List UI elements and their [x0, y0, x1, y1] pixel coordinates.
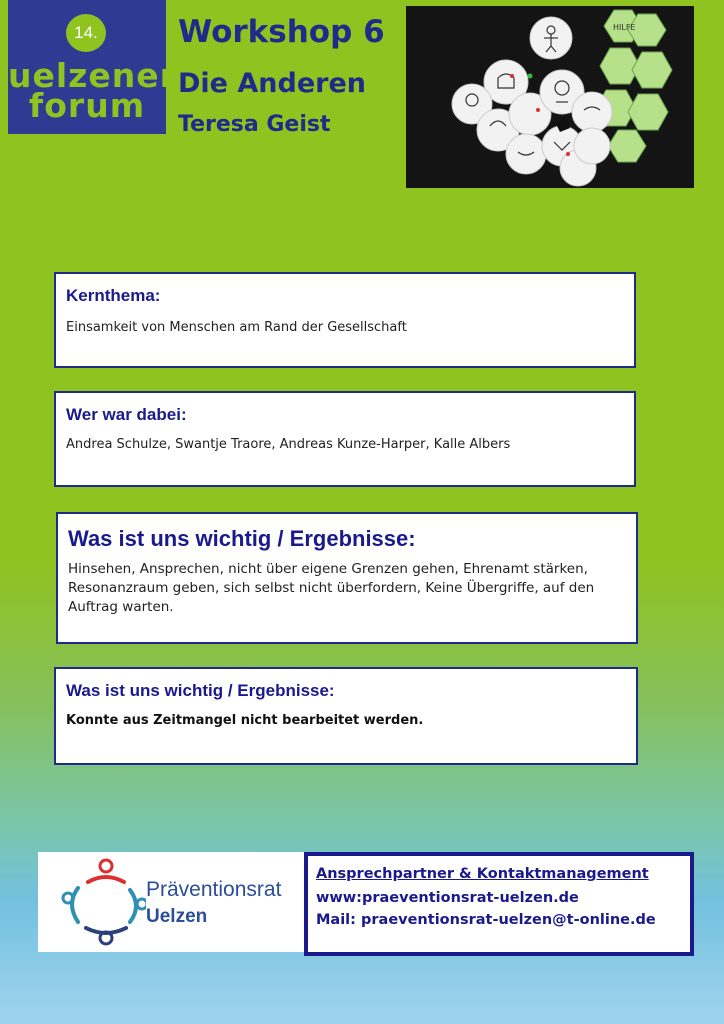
kernthema-text: Einsamkeit von Menschen am Rand der Gesellschaft	[66, 320, 407, 335]
workshop-subtitle: Die Anderen	[178, 68, 366, 99]
kernthema-heading: Kernthema:	[66, 286, 161, 305]
photo-illustration	[406, 6, 694, 188]
participants-box	[54, 391, 636, 487]
results-box-secondary	[54, 667, 638, 765]
logo-text-forum: forum	[28, 86, 146, 125]
participants-text: Andrea Schulze, Swantje Traore, Andreas Kunze-Harper, Kalle Albers	[66, 437, 511, 452]
workshop-author: Teresa Geist	[178, 112, 331, 137]
participants-heading: Wer war dabei:	[66, 405, 187, 424]
forum-logo	[8, 0, 177, 134]
logo-badge: 14.	[66, 14, 106, 52]
contact-email-link[interactable]: Mail: praeventionsrat-uelzen@t-online.de	[316, 912, 656, 928]
kernthema-box	[54, 272, 636, 368]
praeventionsrat-logo	[38, 852, 304, 952]
results-text: Hinsehen, Ansprechen, nicht über eigene Grenzen gehen, Ehrenamt stärken, Resonanzraum geben, sich selbst nicht überfordern, Keine Übergriffe, auf den Auftrag warten.	[68, 561, 595, 615]
praeventionsrat-emblem-icon	[46, 852, 146, 952]
workshop-photo	[406, 6, 694, 188]
card-hilfe-text: HILFE	[613, 23, 636, 32]
logo-text-uelzener: uelzener	[8, 56, 177, 95]
results-box	[56, 512, 638, 644]
results-heading: Was ist uns wichtig / Ergebnisse:	[68, 526, 416, 551]
contact-title: Ansprechpartner & Kontaktmanagement	[316, 866, 649, 882]
contact-box	[304, 852, 694, 956]
org-name-line2: Uelzen	[146, 906, 208, 927]
results-secondary-text: Konnte aus Zeitmangel nicht bearbeitet werden.	[66, 713, 424, 728]
contact-website-link[interactable]: www:praeventionsrat-uelzen.de	[316, 890, 579, 906]
org-name-line1: Präventionsrat	[146, 878, 282, 901]
results-secondary-heading: Was ist uns wichtig / Ergebnisse:	[66, 681, 335, 700]
workshop-title: Workshop 6	[178, 14, 385, 50]
